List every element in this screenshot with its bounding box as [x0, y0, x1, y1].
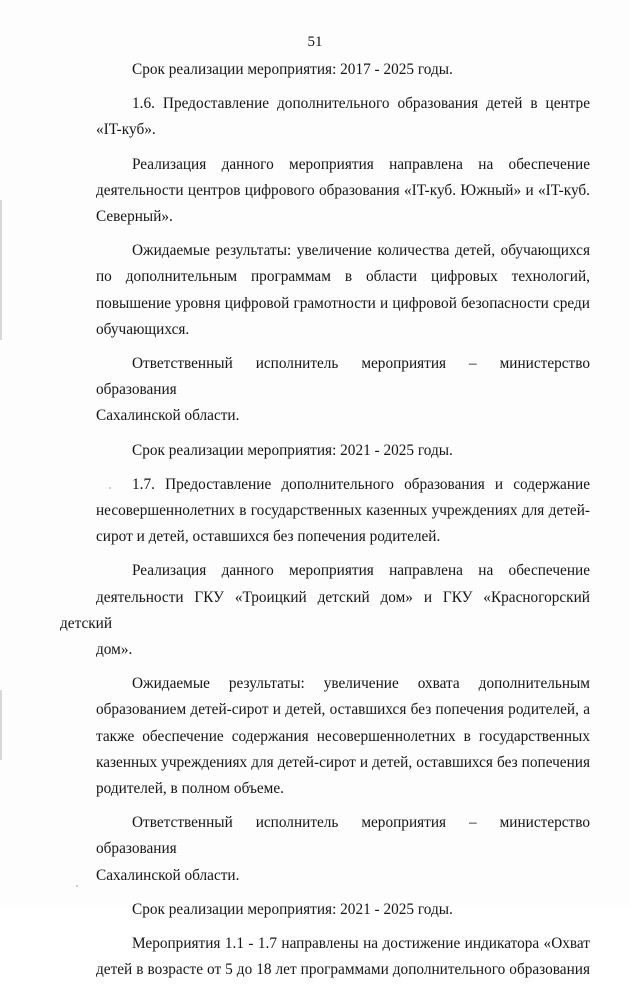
paragraph — [96, 238, 590, 343]
text-line: Сахалинской области. — [96, 407, 240, 425]
text-line: Мероприятия 1.1 - 1.7 направлены на достижение индикатора «Охват — [132, 935, 590, 953]
text-line: образованием детей-сирот и детей, оставшихся без попечения родителей, а — [96, 701, 590, 719]
paragraph — [96, 152, 590, 231]
text-line: несовершеннолетних в государственных казенных учреждениях для детей- — [96, 502, 590, 520]
text-line: Ожидаемые результаты: увеличение охвата дополнительным — [132, 675, 590, 693]
text-line: детей в возрасте от 5 до 18 лет программами дополнительного образования — [96, 961, 590, 979]
text-line: деятельности ГКУ «Троицкий детский дом» и ГКУ «Красногорский детский — [60, 588, 590, 632]
document-body — [60, 57, 590, 984]
text-line: Ответственный исполнитель мероприятия – министерство образования — [96, 814, 590, 858]
text-line: Ответственный исполнитель мероприятия – министерство образования — [96, 355, 590, 399]
scan-edge-mark — [0, 690, 2, 760]
paragraph — [96, 897, 590, 923]
text-line: Ожидаемые результаты: увеличение количества детей, обучающихся — [132, 242, 590, 260]
page-number: 51 — [307, 34, 323, 50]
text-line: Срок реализации мероприятия: 2021 - 2025 годы. — [132, 441, 453, 459]
paragraph — [96, 472, 590, 551]
paragraph — [96, 810, 590, 889]
text-line: Реализация данного мероприятия направлена на обеспечение — [132, 155, 590, 173]
text-line: обучающихся. — [96, 320, 190, 338]
text-line: Срок реализации мероприятия: 2017 - 2025 годы. — [132, 61, 453, 78]
text-line: дом». — [96, 641, 133, 659]
text-line: Северный». — [96, 208, 173, 226]
text-line: Реализация данного мероприятия направлена на обеспечение — [132, 562, 590, 580]
text-line: деятельности центров цифрового образования «IT-куб. Южный» и «IT-куб. — [96, 181, 590, 199]
paragraph — [96, 671, 590, 802]
text-line: Срок реализации мероприятия: 2021 - 2025 годы. — [132, 900, 453, 918]
paragraph — [96, 351, 590, 430]
paragraph — [60, 558, 590, 663]
text-line: также обеспечение содержания несовершеннолетних в государственных — [96, 727, 590, 745]
scan-edge-mark — [0, 200, 2, 340]
paragraph — [96, 57, 590, 83]
text-line: повышение уровня цифровой грамотности и цифровой безопасности среди — [96, 294, 590, 312]
text-line: «IT-куб». — [96, 121, 156, 139]
text-line: по дополнительным программам в области цифровых технологий, — [96, 268, 590, 286]
text-line: сирот и детей, оставшихся без попечения родителей. — [96, 528, 441, 546]
paragraph — [96, 91, 590, 143]
text-line: 1.7. Предоставление дополнительного образования и содержание — [132, 475, 590, 493]
text-line: 1.6. Предоставление дополнительного образования детей в центре — [132, 95, 590, 113]
text-line: Сахалинской области. — [96, 866, 240, 884]
text-line: казенных учреждениях для детей-сирот и детей, оставшихся без попечения — [96, 753, 590, 771]
text-line: родителей, в полном объеме. — [96, 780, 284, 798]
paragraph — [96, 931, 590, 983]
paragraph — [96, 438, 590, 464]
